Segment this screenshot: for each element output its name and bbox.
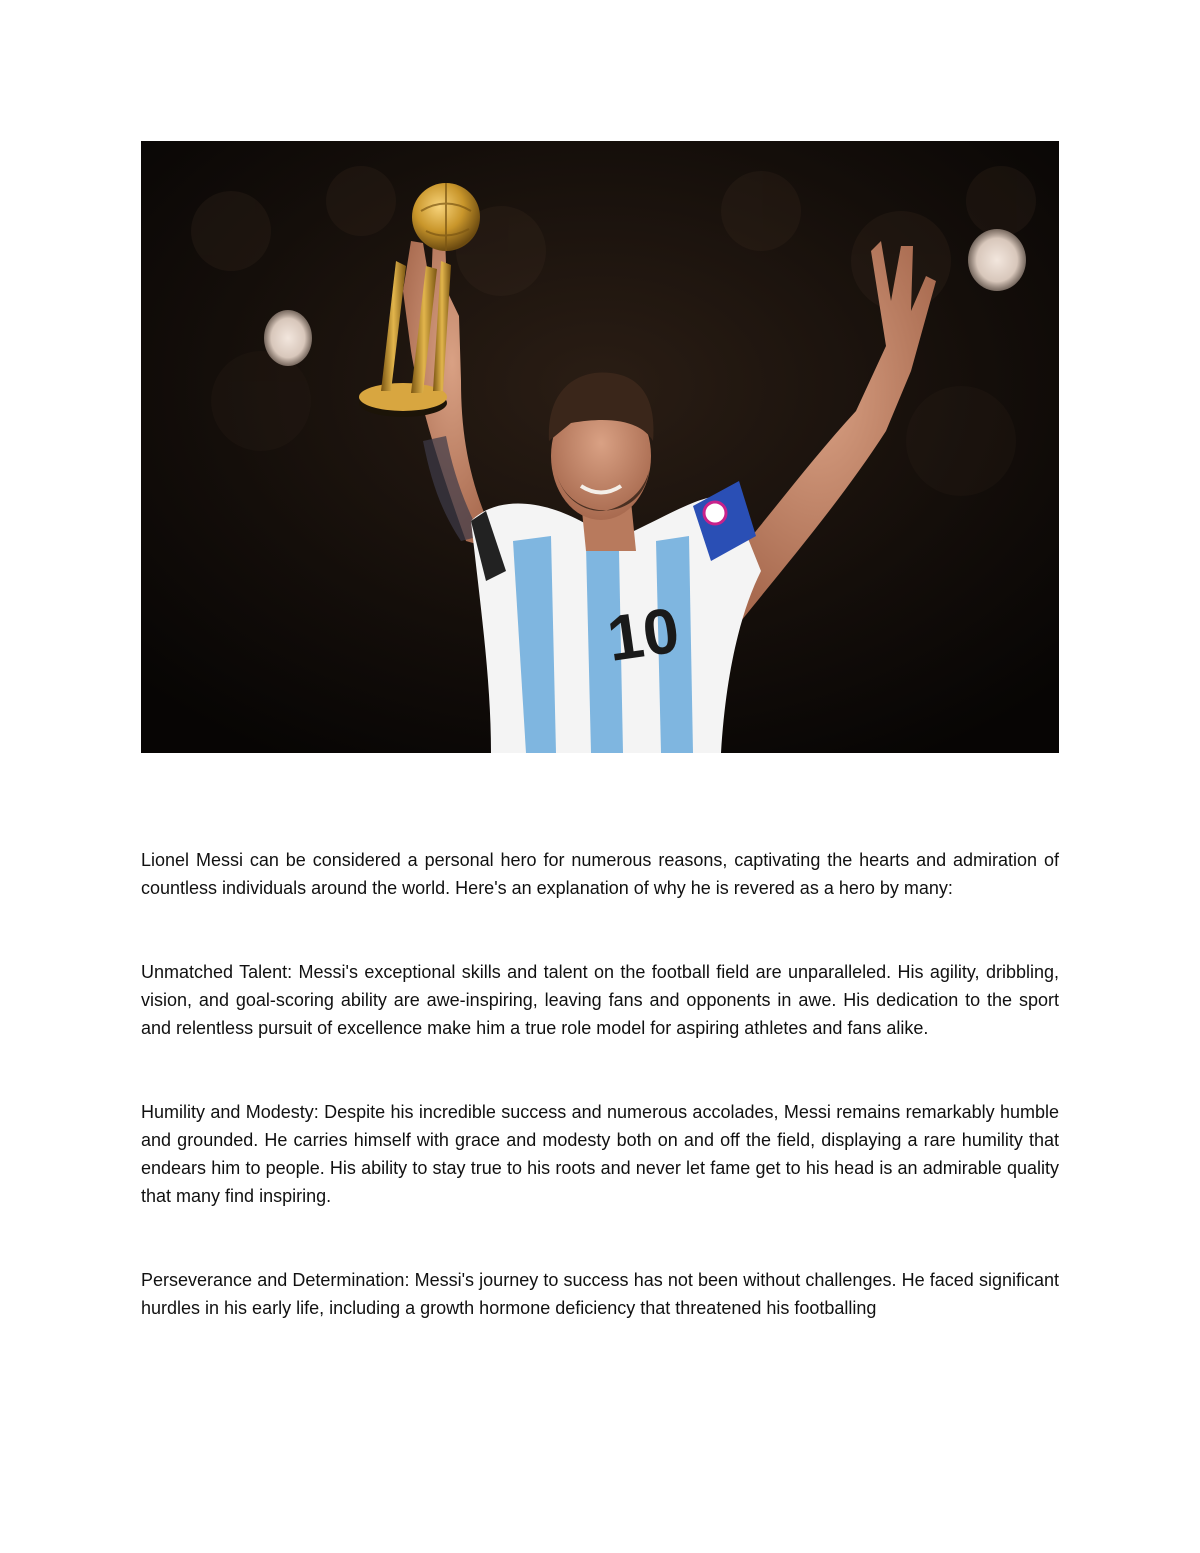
bokeh-light-right (968, 229, 1026, 291)
paragraph-intro: Lionel Messi can be considered a personal hero for numerous reasons, captivating the hearts and admiration of countless individuals around the world. Here's an explanation of why he is revered as a hero by many: (141, 850, 1059, 898)
messi-trophy-photo (141, 141, 1059, 753)
essay-body (141, 846, 1059, 1322)
bokeh-light-left (264, 310, 312, 366)
paragraph-humility-modesty: Humility and Modesty: Despite his incredible success and numerous accolades, Messi remains remarkably humble and grounded. He carries himself with grace and modesty both on and off the field, displaying a rare humility that endears him to people. His ability to stay true to his roots and never let fame get to his head is an admirable quality that many find inspiring. (141, 1102, 1059, 1206)
jersey-number: 10 (602, 593, 684, 675)
paragraph-unmatched-talent: Unmatched Talent: Messi's exceptional skills and talent on the football field are unparalleled. His agility, dribbling, vision, and goal-scoring ability are awe-inspiring, leaving fans and opponents in awe. His dedication to the sport and relentless pursuit of excellence make him a true role model for aspiring athletes and fans alike. (141, 962, 1059, 1038)
armband-logo (704, 502, 726, 524)
photo-illustration (141, 141, 1059, 753)
paragraph-perseverance: Perseverance and Determination: Messi's journey to success has not been without challenges. He faced significant hurdles in his early life, including a growth hormone deficiency that threatened his footballing (141, 1270, 1059, 1318)
